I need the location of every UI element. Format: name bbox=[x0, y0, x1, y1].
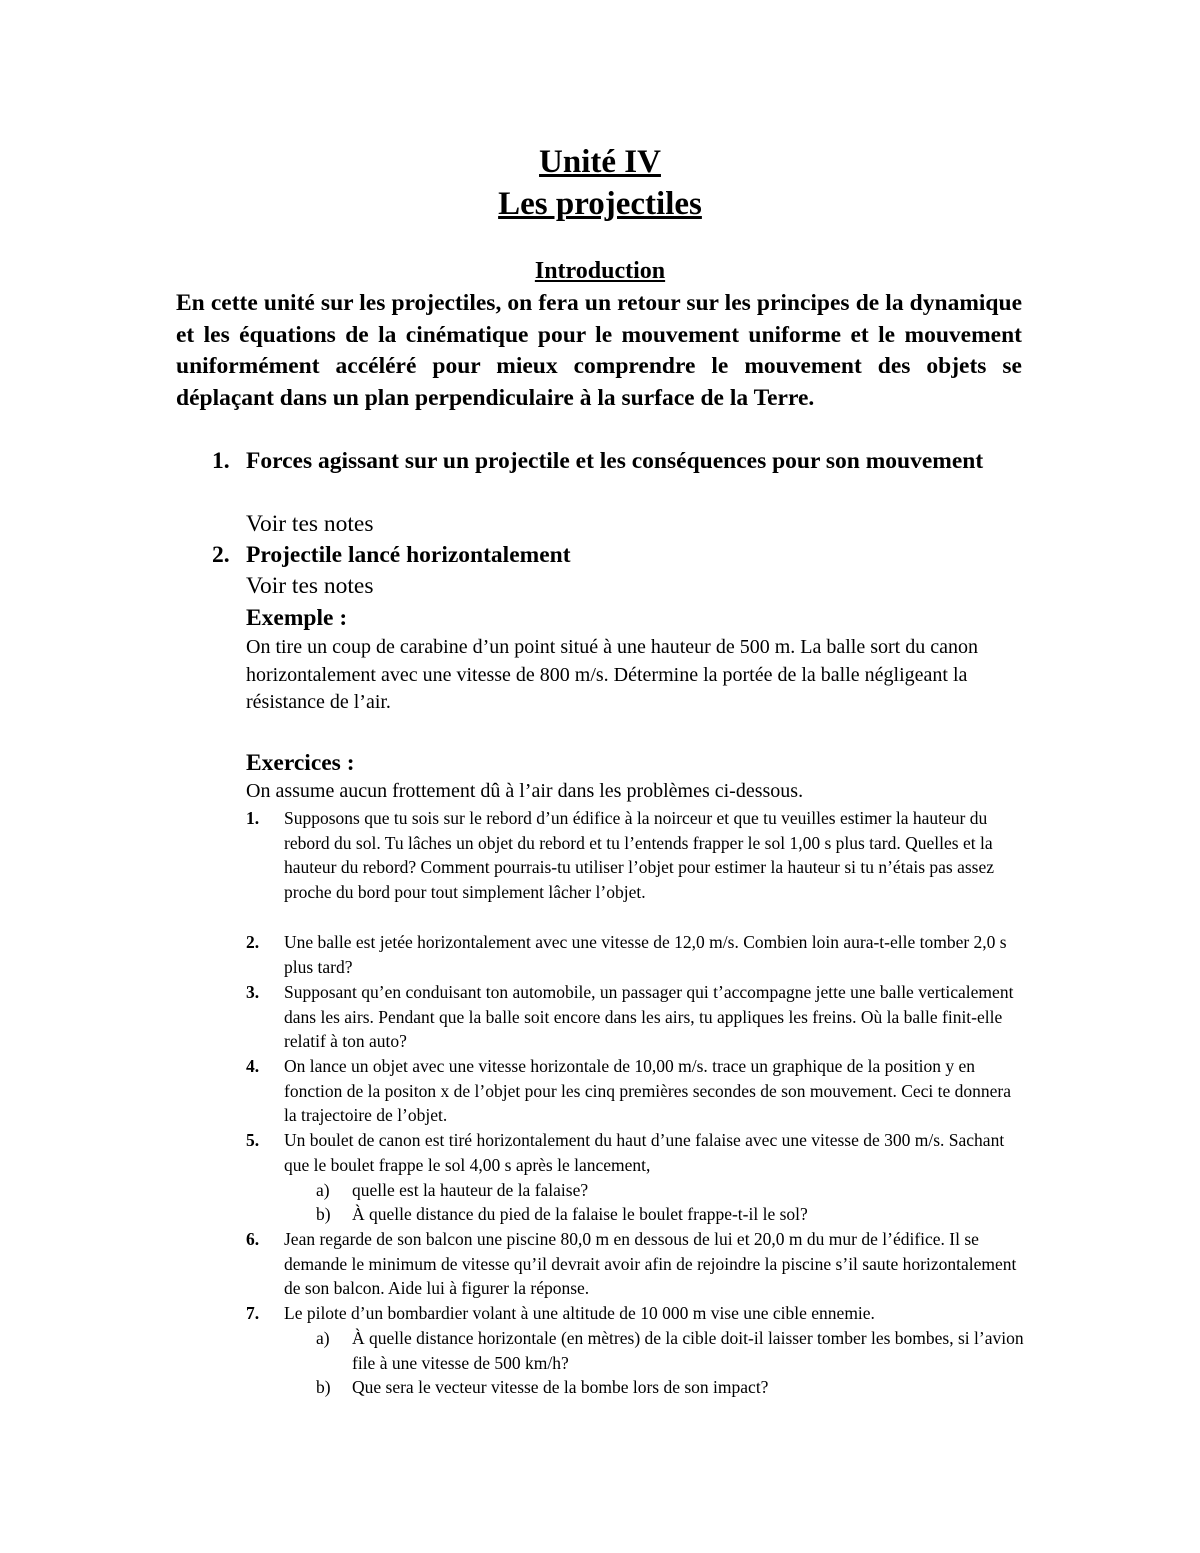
example-text: On tire un coup de carabine d’un point situé à une hauteur de 500 m. La balle sort du canon horizontalement avec une vitesse de 800 m/s. Détermine la portée de la balle négligeant la résistance de l’air. bbox=[246, 636, 978, 713]
introduction-heading: Introduction bbox=[534, 258, 666, 284]
exercise-1-number: 1. bbox=[246, 808, 260, 828]
section-1-title: Forces agissant sur un projectile et les conséquences pour son mouvement bbox=[246, 448, 984, 474]
section-2-note: Voir tes notes bbox=[246, 573, 374, 599]
exercise-7b-text: Que sera le vecteur vitesse de la bombe lors de son impact? bbox=[352, 1377, 769, 1397]
section-1-note: Voir tes notes bbox=[246, 511, 374, 537]
exercise-5-number: 5. bbox=[246, 1130, 260, 1150]
exercises-intro: On assume aucun frottement dû à l’air dans les problèmes ci-dessous. bbox=[246, 780, 804, 802]
exercise-5a-letter: a) bbox=[316, 1180, 330, 1200]
exercise-2-text: Une balle est jetée horizontalement avec une vitesse de 12,0 m/s. Combien loin aura-t-elle tomber 2,0 s plus tard? bbox=[284, 932, 1007, 977]
exercise-7a-letter: a) bbox=[316, 1328, 330, 1348]
section-2-number: 2. bbox=[212, 542, 230, 568]
exercise-6-number: 6. bbox=[246, 1229, 260, 1249]
unit-subtitle: Les projectiles bbox=[498, 186, 702, 222]
exercise-7b-letter: b) bbox=[316, 1377, 331, 1397]
exercise-3-number: 3. bbox=[246, 982, 260, 1002]
exercises-heading: Exercices : bbox=[246, 750, 355, 776]
exercise-5b-text: À quelle distance du pied de la falaise le boulet frappe-t-il le sol? bbox=[352, 1204, 808, 1224]
exercise-7a-text: À quelle distance horizontale (en mètres) de la cible doit-il laisser tomber les bombes, si l’avion file à une vitesse de 500 km/h? bbox=[352, 1328, 1024, 1373]
exercise-5b-letter: b) bbox=[316, 1204, 331, 1224]
section-2-title: Projectile lancé horizontalement bbox=[246, 542, 571, 568]
exercise-3-text: Supposant qu’en conduisant ton automobile, un passager qui t’accompagne jette une balle verticalement dans les airs. Pendant que la balle soit encore dans les airs, tu appliques les freins. Où la balle finit-elle relatif à ton auto? bbox=[284, 982, 1014, 1052]
exercise-1-text: Supposons que tu sois sur le rebord d’un édifice à la noirceur et que tu veuilles estimer la hauteur du rebord du sol. Tu lâches un objet du rebord et tu l’entends frapper le sol 1,00 s plus tard. Quelles et la hauteur du rebord? Comment pourrais-tu utiliser l’objet pour estimer la hauteur si tu n’étais pas assez proche du bord pour tout simplement lâcher l’objet. bbox=[284, 808, 995, 903]
exercise-7-number: 7. bbox=[246, 1303, 260, 1323]
exercise-2-number: 2. bbox=[246, 932, 260, 952]
exercise-5a-text: quelle est la hauteur de la falaise? bbox=[352, 1180, 589, 1200]
section-1-number: 1. bbox=[212, 448, 230, 474]
exercise-5-text: Un boulet de canon est tiré horizontalement du haut d’une falaise avec une vitesse de 300 m/s. Sachant que le boulet frappe le sol 4,00 s après le lancement, bbox=[284, 1130, 1005, 1175]
unit-title: Unité IV bbox=[539, 144, 661, 180]
exercise-4-text: On lance un objet avec une vitesse horizontale de 10,00 m/s. trace un graphique de la position y en fonction de la positon x de l’objet pour les cinq premières secondes de son mouvement. Ceci te donnera la trajectoire de l’objet. bbox=[284, 1056, 1012, 1126]
exercise-6-text: Jean regarde de son balcon une piscine 80,0 m en dessous de lui et 20,0 m du mur de l’édifice. Il se demande le minimum de vitesse qu’il devrait avoir afin de rejoindre la piscine s’il saute horizontalement de son balcon. Aide lui à figurer la réponse. bbox=[284, 1229, 1017, 1299]
exercise-7-text: Le pilote d’un bombardier volant à une altitude de 10 000 m vise une cible ennemie. bbox=[284, 1303, 875, 1323]
exercise-4-number: 4. bbox=[246, 1056, 260, 1076]
example-heading: Exemple : bbox=[246, 605, 348, 631]
introduction-text: En cette unité sur les projectiles, on fera un retour sur les principes de la dynamique et les équations de la cinématique pour le mouvement uniforme et le mouvement uniformément accéléré pour mieux comprendre le mouvement des objets se déplaçant dans un plan perpendiculaire à la surface de la Terre. bbox=[176, 290, 1022, 411]
